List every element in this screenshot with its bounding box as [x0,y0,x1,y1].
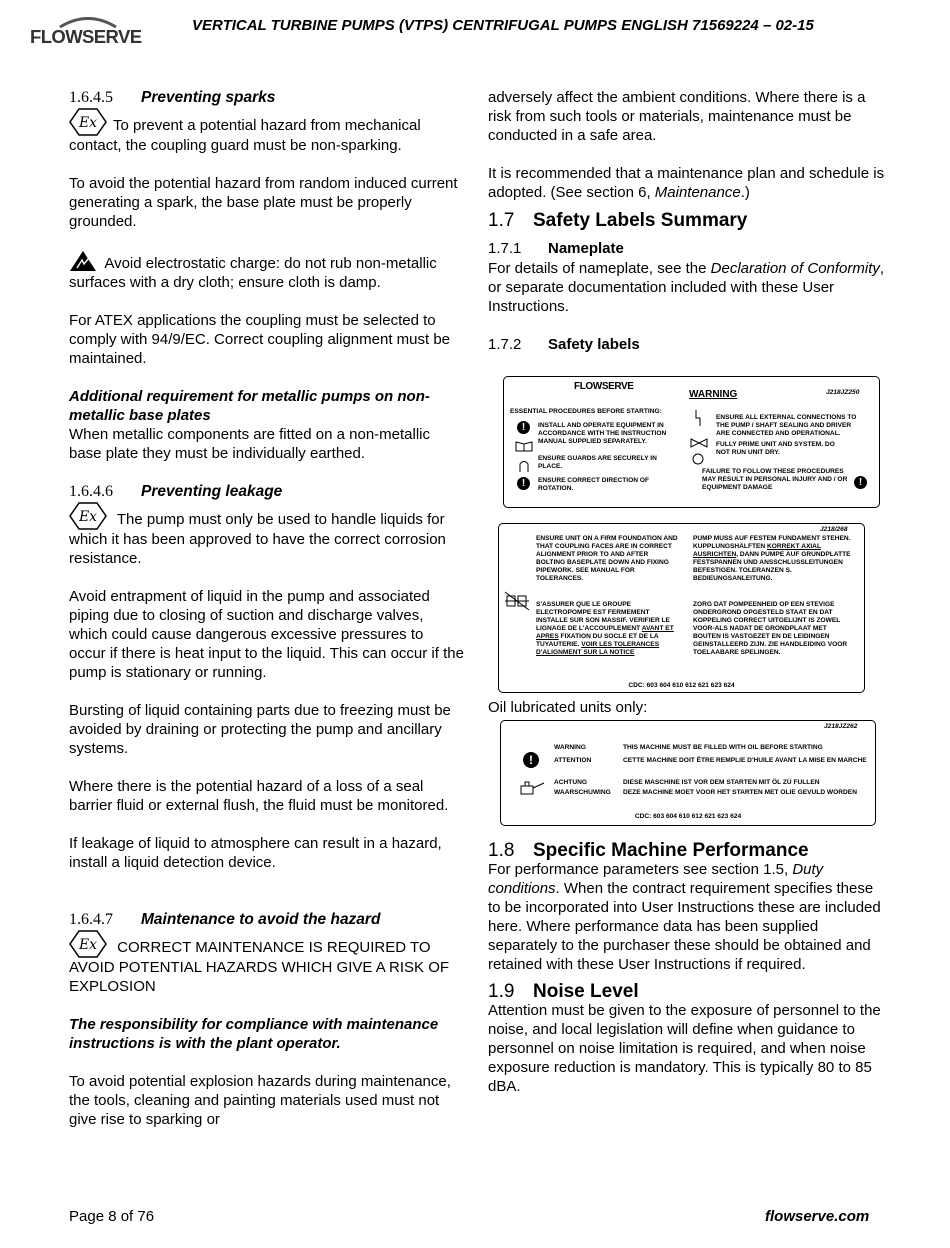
text-underlined: KORREKT AXIAL AUSRICHTEN [693,543,821,558]
text: CORRECT MAINTENANCE IS REQUIRED TO AVOID POTENTIAL HAZARDS WHICH GIVE A RISK OF EXPLOSION [69,939,450,995]
text-italic: Declaration of Conformity [710,260,880,277]
label-logo: FLOWSERVE [574,381,634,392]
guard-icon [517,459,531,473]
text-underlined: VOIR LES TOLERANCES D'ALIGNMENT SUR LA NOTICE [536,641,660,656]
svg-text:Ex: Ex [78,115,98,131]
text: S'ASSURER QUE LE GROUPE ELECTROPOMPE EST FERMEMENT INSTALLE SUR SON MASSIF. VERIFIER LE LIGNAGE DE L'ACCOUPLEMENT [536,601,670,632]
label-text: CETTE MACHINE DOIT ÊTRE REMPLIE D'HUILE AVANT LA MISE EN MARCHE [623,757,867,764]
paragraph [69,502,464,568]
section-title: Preventing leakage [141,483,283,500]
section-number: 1.6.4.6 [69,483,113,500]
paragraph: Attention must be given to the exposure of personnel to the noise, and local legislation will define when guidance to personnel on noise limitation is required, and when noise exposure reduction is mandatory. This is typically 80 to 85 dBA. [488,1002,881,1095]
paragraph [488,164,888,202]
text: For performance parameters see section 1.5, [488,861,793,878]
section-1-9-heading [488,982,888,1001]
paragraph: To avoid potential explosion hazards during maintenance, the tools, cleaning and painting materials used must not give rise to sparking or [69,1073,451,1128]
text: It is recommended that a maintenance plan and schedule is adopted. (See section 6, [488,165,885,201]
label-text-en: ENSURE UNIT ON A FIRM FOUNDATION AND THAT COUPLING FACES ARE IN CORRECT ALIGNMENT PRIOR TO AND AFTER BOLTING BASEPLATE DOWN AND FIXING PIPEWORK. SEE MANUAL FOR TOLERANCES. [536,535,678,582]
paragraph: adversely affect the ambient conditions. Where there is a risk from such tools or materials, maintenance must be conducted in a safe area. [488,89,866,144]
logo-text: FLOWSERVE [30,26,142,47]
svg-text:Ex: Ex [78,937,98,953]
text: PUMP MUSS AUF FESTEM FUNDAMENT STEHEN. KUPPLUNGSHÄLFTEN [693,535,851,550]
section-title: Preventing sparks [141,89,276,106]
label-text: DIESE MASCHINE IST VOR DEM STARTEN MIT ÖL ZÜ FULLEN [623,779,820,786]
label-item: INSTALL AND OPERATE EQUIPMENT IN ACCORDANCE WITH THE INSTRUCTION MANUAL SUPPLIED SEPARATELY. [538,422,667,445]
label-item: ENSURE GUARDS ARE SECURELY IN PLACE. [538,455,657,470]
label-cdc: CDC: 603 604 610 612 621 623 624 [634,813,742,820]
header-title: VERTICAL TURBINE PUMPS (VTPS) CENTRIFUGAL PUMPS ENGLISH 71569224 – 02-15 [192,17,814,34]
paragraph: Bursting of liquid containing parts due to freezing must be avoided by draining or protecting the pump and ancillary systems. [69,702,451,757]
paragraph: For ATEX applications the coupling must be selected to comply with 94/9/EC. Correct coupling alignment must be maintained. [69,312,451,367]
text: , or separate documentation included with these User Instructions. [488,260,885,315]
section-1-6-4-7-heading [69,910,464,929]
label-item: ENSURE CORRECT DIRECTION OF ROTATION. [538,477,649,492]
coupling-alignment-label [498,523,865,693]
section-1-7-heading [488,211,888,230]
text: , DANN PUMPE AUF GRUNDPLATTE FESTSPANNEN UND ANSSCHLUSSLEITUNGEN BEFESTIGEN. TOLERANZEN S. BEDIEUNGSANLEITUNG. [693,551,851,582]
paragraph: When metallic components are fitted on a non-metallic base plate they must be individually earthed. [69,426,431,462]
subheading: Additional requirement for metallic pumps on non-metallic base plates [69,388,430,424]
oil-lubricated-note: Oil lubricated units only: [488,699,648,716]
right-column [488,88,888,1096]
section-1-7-1-heading [488,239,888,258]
label-warning-word: WAARSCHUWING [554,789,611,796]
left-column [69,88,464,1148]
label-heading: ESSENTIAL PROCEDURES BEFORE STARTING: [510,408,662,415]
text: . When the contract requirement specifies these to be incorporated into User Instructions these are included here. Where performance data has been supplied separately to the purchaser these should be obtained and retained with these User Instructions if required. [488,880,881,973]
paragraph: If leakage of liquid to atmosphere can result in a hazard, install a liquid detection device. [69,835,442,871]
label-code: J218JZ250 [826,389,860,396]
section-title: Safety labels [548,336,640,353]
section-number: 1.7.1 [488,240,522,257]
oil-fill-warning-label [500,720,876,826]
exclamation-icon: ! [523,752,539,768]
section-1-7-2-heading [488,335,888,354]
label-text-nl: ZORG DAT POMPEENHEID OP EEN STEVIGE ONDERGROND OPGESTELD STAAT EN DAT KOPPELING CORRECT UITGELIJNT IS ZOWEL VOOR-ALS NADAT DE GRONDPLAAT MET BOUTEN IS VASTGEZET EN DE LEIDINGEN GEINSTALLEERD ZIJN. ZIE HANDLEIDING VOOR TOELAABARE SPELINGEN. [693,601,848,656]
section-title: Nameplate [548,240,624,257]
exclamation-icon: ! [854,476,867,489]
section-1-6-4-5-heading [69,88,464,107]
exclamation-icon: ! [517,477,530,490]
paragraph: To avoid the potential hazard from random induced current generating a spark, the base plate must be properly grounded. [69,175,458,230]
paragraph: The responsibility for compliance with maintenance instructions is with the plant operator. [69,1016,439,1052]
section-title: Safety Labels Summary [533,210,748,231]
label-text: THIS MACHINE MUST BE FILLED WITH OIL BEFORE STARTING [623,744,823,751]
paragraph: Avoid entrapment of liquid in the pump and associated piping due to closing of suction and discharge valves, which could cause dangerous excessive pressures to occur if there is heat input to the liquid. This can occur if the pump is stationary or running. [69,588,464,681]
label-warning-word: ACHTUNG [554,779,587,786]
section-number: 1.7 [488,210,515,231]
electrostatic-warning-icon [69,250,97,272]
text-underlined: AVANT ET APRES [536,625,674,640]
text: The pump must only be used to handle liquids for which it has been approved to have the correct corrosion resistance. [69,511,446,567]
label-item: FULLY PRIME UNIT AND SYSTEM. DO NOT RUN UNIT DRY. [716,441,835,456]
label-warning-word: WARNING [554,744,586,751]
paragraph [69,250,464,292]
label-text: DEZE MACHINE MOET VOOR HET STARTEN MET OLIE GEVULD WORDEN [623,789,857,796]
footer-website: flowserve.com [765,1208,870,1225]
flowserve-logo [30,14,142,54]
section-title: Noise Level [533,981,639,1002]
section-title: Maintenance to avoid the hazard [141,911,381,928]
label-item: FAILURE TO FOLLOW THESE PROCEDURES MAY RESULT IN PERSONAL INJURY AND / OR EQUIPMENT DAMAGE [702,468,848,491]
warning-label-essential-procedures [503,376,880,508]
label-code: J218JZ262 [824,723,858,730]
coupling-alignment-icon [504,590,530,612]
text-italic: Maintenance [654,184,741,201]
text: Avoid electrostatic charge: do not rub non-metallic surfaces with a dry cloth; ensure cloth is damp. [69,255,437,291]
section-1-8-heading [488,841,888,860]
label-code: J218/268 [820,526,848,533]
page-number: Page 8 of 76 [69,1208,155,1225]
ex-atex-icon [69,502,107,530]
paragraph: Where there is the potential hazard of a loss of a seal barrier fluid or external flush, the fluid must be monitored. [69,778,449,814]
paragraph [69,108,464,155]
label-warning-word: ATTENTION [554,757,592,764]
section-title: Specific Machine Performance [533,840,809,861]
text: To prevent a potential hazard from mechanical contact, the coupling guard must be non-sparking. [69,117,421,154]
text: For details of nameplate, see the [488,260,711,277]
prime-icon [691,451,705,465]
section-number: 1.8 [488,840,515,861]
text: .) [740,184,750,201]
section-number: 1.9 [488,981,515,1002]
label-text-de [693,535,853,583]
exclamation-icon: ! [517,421,530,434]
label-item: ENSURE ALL EXTERNAL CONNECTIONS TO THE PUMP / SHAFT SEALING AND DRIVER ARE CONNECTED AND OPERATIONAL. [716,414,857,437]
valve-icon [690,437,708,449]
section-1-6-4-6-heading [69,482,464,501]
text: FIXATION DU SOCLE ET DE LA TUYAUTERIE. [536,633,659,648]
svg-text:Ex: Ex [78,509,98,525]
manual-book-icon [515,440,533,452]
electrical-connection-icon [692,409,704,427]
label-text-fr [536,601,678,657]
paragraph [488,860,888,974]
section-number: 1.6.4.7 [69,911,113,928]
label-cdc: CDC: 603 604 610 612 621 623 624 [628,682,735,689]
paragraph [69,930,464,996]
text-italic: Duty conditions [488,861,824,897]
label-warning-title: WARNING [689,389,738,400]
section-number: 1.7.2 [488,336,522,353]
ex-atex-icon [69,930,107,958]
paragraph [488,259,888,316]
section-number: 1.6.4.5 [69,89,113,106]
ex-atex-icon [69,108,107,136]
oil-can-icon [519,780,545,796]
